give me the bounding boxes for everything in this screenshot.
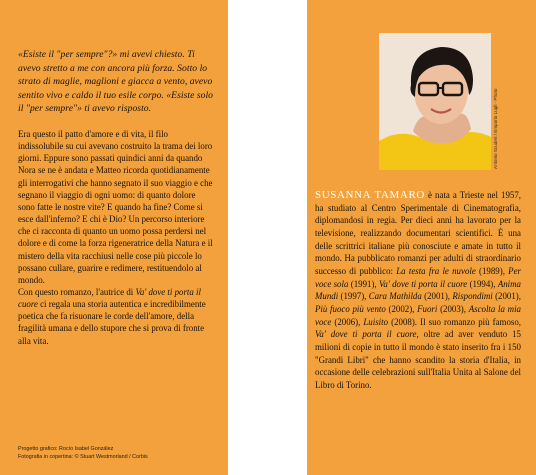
bio-book-title: Più fuoco più vento (315, 303, 386, 314)
bio-book-title: Cara Mathilda (368, 291, 422, 302)
author-portrait-image (379, 33, 491, 170)
bio-text-segment: (1997), (338, 291, 369, 302)
bio-text-segment: (2006), (331, 316, 364, 327)
bio-text-segment: , oltre ad aver venduto 15 milioni di copie in tutto il mondo è stato inserito fra i 150 "Grandi Libri" che hanno scandito la storia d'Italia, in occasione delle celebrazioni sull'Italia Unita al Salone del Libro di Torino. (315, 329, 521, 390)
blurb-paragraph-1: Era questo il patto d'amore e di vita, il filo indissolubile su cui avevano costruito la trama dei loro giorni. Eppure sono passati quindici anni da quando Nora se ne è andata e Matteo ricorda quotidianamente gli interrogativi che hanno segnato il suo viaggio e che segnano il viaggio di ogni uomo: di quanto dolore sono fatte le nostre vite? E quando ha fine? Come si esce dall'inferno? E chi è Dio? Un percorso interiore che ci racconta di quanto un uomo possa perdersi nel dolore e di come la forza rigeneratrice della Natura e il mistero della vita racchiusi nelle cose più piccole lo possano cullare, guarire e redimere, restituendolo al mondo. (18, 128, 213, 285)
bio-text-segment: (1994), (467, 278, 498, 289)
author-bio-text (315, 190, 521, 390)
back-flap (0, 0, 228, 475)
front-flap (307, 0, 536, 475)
bio-book-title: Va' dove ti porta il cuore (378, 278, 468, 289)
bio-book-title: Luisito (363, 316, 389, 327)
bio-text-segment: (2008). Il suo romanzo più famoso, (388, 316, 521, 327)
excerpt-quote: «Esiste il "per sempre"?» mi avevi chiesto. Ti avevo stretto a me con ancora più forza. Sotto lo strato di maglie, maglioni e giacca a vento, avevo sentito vivo e caldo il tuo esile corpo. «Esiste solo il "per sempre"» ti avevo risposto. (18, 49, 214, 115)
bio-book-title: Rispondimi (452, 291, 493, 302)
author-photo-credit: Antonio Scuderi / Emporio Lugli · Photo (493, 88, 498, 169)
bio-book-title: La testa fra le nuvole (396, 265, 476, 276)
blurb-paragraph-2 (18, 286, 214, 347)
bio-text-segment: (2001), (421, 291, 453, 302)
bio-text-segment: (2002), (385, 303, 418, 314)
bio-text-segment: è nata a Trieste nel 1957, ha studiato al Centro Sperimentale di Cinematografia, diplomandosi in regia. Per dieci anni ha lavorato per la televisione, realizzando documentari scientifici. È una delle scrittrici italiane più conosciute e amate in tutto il mondo. Ha pubblicato romanzi per adulti di straordinario successo di pubblico: (315, 190, 521, 276)
bio-text-segment: (2001), (492, 291, 521, 302)
author-photo (379, 33, 491, 170)
bio-book-title: Ascolta la mia voce (315, 303, 521, 327)
bio-text-segment: (1991), (348, 278, 379, 289)
design-credits (18, 445, 148, 462)
bio-text-segment: (1989), (475, 265, 509, 276)
blurb-text: Con questo romanzo, l'autrice di (18, 287, 136, 297)
bio-text-segment: (2003), (437, 303, 469, 314)
book-title: Va' dove ti porta il cuore (18, 287, 201, 310)
blurb-text: ci regala una storia autentica e incredibilmente poetica che fa risuonare le corde dell'amore, della fragilità umana e dello stupore che si prova di fronte alla vita. (18, 299, 206, 346)
bio-book-title: Anima Mundi (315, 278, 521, 302)
bio-book-title: Va' dove ti porta il cuore (315, 329, 417, 340)
design-credit: Progetto grafico: Rocío Isabel González (18, 445, 114, 452)
bio-book-title: Fuori (417, 303, 438, 314)
author-bio (315, 189, 521, 392)
photo-cover-credit: Fotografia in copertina: © Stuart Westmorland / Corbis (18, 454, 148, 461)
bio-book-title: Per voce sola (315, 265, 521, 289)
author-name: SUSANNA TAMARO (315, 189, 425, 201)
